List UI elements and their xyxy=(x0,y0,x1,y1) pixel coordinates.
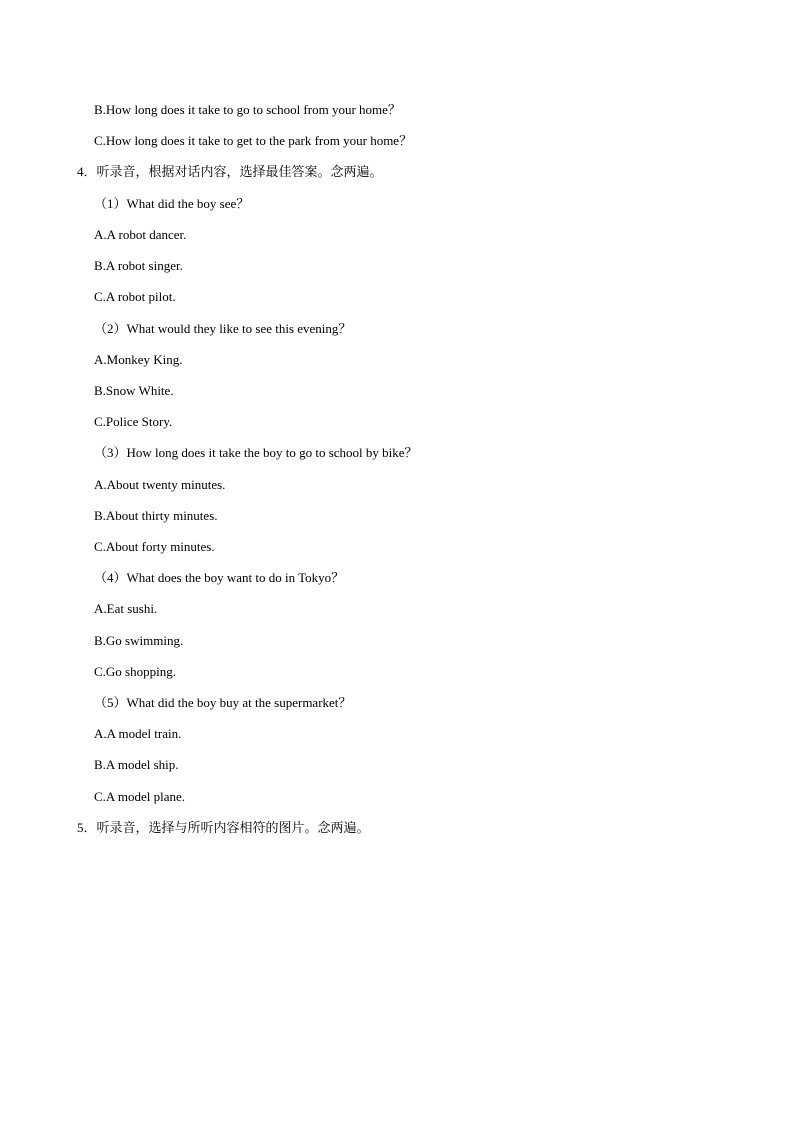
q4-5-option-c: C.A model plane. xyxy=(94,789,185,804)
q4-1-option-b: B.A robot singer. xyxy=(94,258,183,273)
option-c: C.How long does it take to get to the park from your home？ xyxy=(94,133,413,148)
q4-2-option-a: A.Monkey King. xyxy=(94,352,183,367)
q4-3-option-c: C.About forty minutes. xyxy=(94,539,215,554)
question-5-prompt: 5．听录音，选择与所听内容相符的图片。念两遍。 xyxy=(77,820,370,835)
q4-3-question: （3）How long does it take the boy to go to school by bike？ xyxy=(94,445,418,460)
q4-2-option-b: B.Snow White. xyxy=(94,383,174,398)
question-4-prompt: 4．听录音，根据对话内容，选择最佳答案。念两遍。 xyxy=(77,164,383,179)
q4-3-option-a: A.About twenty minutes. xyxy=(94,477,226,492)
q4-1-option-a: A.A robot dancer. xyxy=(94,227,187,242)
q4-4-option-a: A.Eat sushi. xyxy=(94,601,158,616)
option-b: B.How long does it take to go to school from your home？ xyxy=(94,102,401,117)
q4-2-option-c: C.Police Story. xyxy=(94,414,173,429)
q4-3-option-b: B.About thirty minutes. xyxy=(94,508,218,523)
q4-5-option-a: A.A model train. xyxy=(94,726,182,741)
q4-2-question: （2）What would they like to see this evening？ xyxy=(94,321,352,336)
q4-4-question: （4）What does the boy want to do in Tokyo？ xyxy=(94,570,345,585)
q4-5-option-b: B.A model ship. xyxy=(94,757,179,772)
q4-4-option-b: B.Go swimming. xyxy=(94,633,184,648)
q4-4-option-c: C.Go shopping. xyxy=(94,664,176,679)
q4-1-option-c: C.A robot pilot. xyxy=(94,289,176,304)
q4-1-question: （1）What did the boy see？ xyxy=(94,196,250,211)
q4-5-question: （5）What did the boy buy at the supermarket？ xyxy=(94,695,352,710)
